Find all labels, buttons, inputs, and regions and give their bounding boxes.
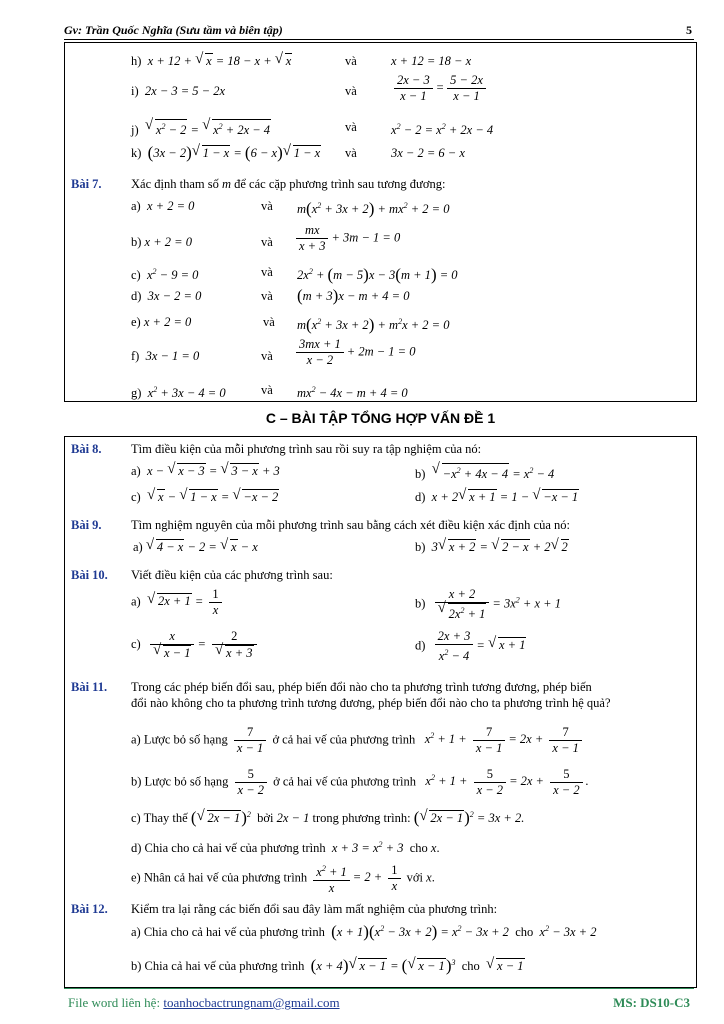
b7-f2: $\frac{3mx + 1}{x - 2}$ + 2m − 1 = 0 xyxy=(293,337,415,368)
b8-a: a) x − √ x − 3 = √ 3 − x + 3 xyxy=(131,463,280,479)
b10-d: d) $\frac{2x + 3}{x^2 - 4}$ = √ x + 1 xyxy=(415,629,526,664)
conn-7c: và xyxy=(261,265,273,279)
eq-k: k) (3x − 2)√ 1 − x = (6 − x)√ 1 − x xyxy=(131,145,321,161)
b7-f: f) 3x − 1 = 0 xyxy=(131,349,200,363)
b10-c: c) x √ x − 1 = 2 √ x + 3 xyxy=(131,629,260,661)
page-header xyxy=(64,22,694,40)
b8-b: b) √ $-x^2 + 4x - 4 = x^2 - 4$ xyxy=(415,463,554,482)
bai11-title: Bài 11. xyxy=(71,680,108,694)
b9-a: a) √ 4 − x − 2 = √ x − x xyxy=(133,539,258,555)
eq-h: h) x + 12 + √ x = 18 − x + √ x xyxy=(131,53,292,69)
b7-a: a) x + 2 = 0 xyxy=(131,199,195,213)
bai7-text: Xác định tham số m để các cặp phương trình sau tương đương: xyxy=(131,177,446,191)
bai9-text: Tìm nghiệm nguyên của mỗi phương trình sau bằng cách xét điều kiện xác định của nó: xyxy=(131,518,570,532)
conn-7g: và xyxy=(261,383,273,397)
footer-contact: File word liên hệ: toanhocbactrungnam@gmail.com xyxy=(68,995,340,1010)
b7-c: c) $x^2 - 9 = 0$ xyxy=(131,267,199,283)
page-number: 5 xyxy=(686,23,692,37)
eq-i2: $\frac{2x - 3}{x - 1}$ = $\frac{5 - 2x}{x - 1}$ xyxy=(391,73,489,104)
bai10-text: Viết điều kiện của các phương trình sau: xyxy=(131,568,333,582)
conn-j: và xyxy=(345,120,357,134)
header-author: Gv: Trần Quốc Nghĩa (Sưu tầm và biên tập) xyxy=(64,23,283,37)
bai12-title: Bài 12. xyxy=(71,902,108,916)
b7-e2: $m(x^2 + 3x + 2) + m^2x + 2 = 0$ xyxy=(297,315,450,335)
b7-d: d) 3x − 2 = 0 xyxy=(131,289,202,303)
b7-d2: (m + 3)x − m + 4 = 0 xyxy=(297,286,410,305)
b12-a: a) Chia cho cả hai vế của phương trình $(x + 1)(x^2 - 3x + 2) = x^2 - 3x + 2$ cho $x^2 - 3x + 2$ xyxy=(131,922,597,942)
conn-7d: và xyxy=(261,289,273,303)
conn-h: và xyxy=(345,54,357,68)
eq-j: j) √ $x^2 - 2$ = √ $x^2 + 2x - 4$ xyxy=(131,119,271,138)
exercise-box-2 xyxy=(64,436,697,988)
conn-7f: và xyxy=(261,349,273,363)
b8-d: d) x + 2√ x + 1 = 1 − √ −x − 1 xyxy=(415,489,579,505)
eq-j2: $x^2 - 2 = x^2 + 2x - 4$ xyxy=(391,122,494,138)
bai12-text: Kiểm tra lại rằng các biến đổi sau đây làm mất nghiệm của phương trình: xyxy=(131,902,498,916)
bai8-title: Bài 8. xyxy=(71,442,102,456)
b11-e: e) Nhân cả hai vế của phương trình $\frac{x^2 + 1}{x}$ = 2 + $\frac{1}{x}$ với x. xyxy=(131,861,435,896)
b10-b: b) x + 2 √ $2x^2 + 1$ = $3x^2 + x + 1$ xyxy=(415,587,561,622)
conn-7a: và xyxy=(261,199,273,213)
b8-c: c) √ x − √ 1 − x = √ −x − 2 xyxy=(131,489,279,505)
page-footer xyxy=(64,988,694,1014)
bai11-text2: đổi nào không cho ta phương trình tương đương, phép biến đổi nào cho ta phương trình hệ quả? xyxy=(131,696,611,710)
b7-a2: $m(x^2 + 3x + 2) + mx^2 + 2 = 0$ xyxy=(297,199,450,219)
bai9-title: Bài 9. xyxy=(71,518,102,532)
conn-7b: và xyxy=(261,235,273,249)
email-link[interactable]: toanhocbactrungnam@gmail.com xyxy=(163,995,340,1010)
b11-a: a) Lược bỏ số hạng $\frac{7}{x - 1}$ ở cả hai vế của phương trình $x^2 + 1$ + $\frac{7}{x - 1}$ = 2x + $\frac{7}{x - 1}$ xyxy=(131,725,585,756)
b7-e: e) x + 2 = 0 xyxy=(131,315,192,329)
b7-b2: $\frac{mx}{x + 3}$ + 3m − 1 = 0 xyxy=(293,223,400,254)
b11-b: b) Lược bỏ số hạng $\frac{5}{x - 2}$ ở cả hai vế của phương trình $x^2 + 1$ + $\frac{5}{x - 2}$ = 2x + $\frac{5}{x - 2}$ . xyxy=(131,767,589,797)
bai10-title: Bài 10. xyxy=(71,568,108,582)
bai7-title: Bài 7. xyxy=(71,177,102,191)
b11-c: c) Thay thế (√ 2x − 1)$^2$ bởi 2x − 1 trong phương trình: (√ 2x − 1)$^2$ = 3x + 2. xyxy=(131,807,524,826)
eq-k2: 3x − 2 = 6 − x xyxy=(391,146,465,160)
b7-g2: $mx^2 - 4x - m + 4 = 0$ xyxy=(297,385,408,401)
b7-g: g) $x^2 + 3x - 4 = 0$ xyxy=(131,385,226,401)
eq-h2: x + 12 = 18 − x xyxy=(391,54,472,68)
document-code: MS: DS10-C3 xyxy=(613,995,690,1010)
bai8-text: Tìm điều kiện của mỗi phương trình sau rồi suy ra tập nghiệm của nó: xyxy=(131,442,482,456)
b12-b: b) Chia cả hai vế của phương trình (x + 4)√ x − 1 = (√ x − 1)$^3$ cho √ x − 1 xyxy=(131,955,525,974)
b11-d: d) Chia cho cả hai vế của phương trình $x + 3 = x^2 + 3$ cho x. xyxy=(131,840,440,856)
b10-a: a) √ 2x + 1 = $\frac{1}{x}$ xyxy=(131,587,225,618)
b9-b: b) 3√ x + 2 = √ 2 − x + 2√ 2 xyxy=(415,539,569,555)
conn-7e: và xyxy=(263,315,275,329)
exercise-box-1 xyxy=(64,42,697,402)
b7-c2: $2x^2 + (m - 5)x - 3(m + 1) = 0$ xyxy=(297,265,458,285)
conn-k: và xyxy=(345,146,357,160)
eq-i: i) 2x − 3 = 5 − 2x xyxy=(131,84,226,98)
conn-i: và xyxy=(345,84,357,98)
bai11-text1: Trong các phép biến đổi sau, phép biến đổi nào cho ta phương trình tương đương, phép biến xyxy=(131,680,592,694)
section-title: C – BÀI TẬP TỔNG HỢP VẤN ĐỀ 1 xyxy=(265,410,496,426)
b7-b: b) x + 2 = 0 xyxy=(131,235,192,249)
